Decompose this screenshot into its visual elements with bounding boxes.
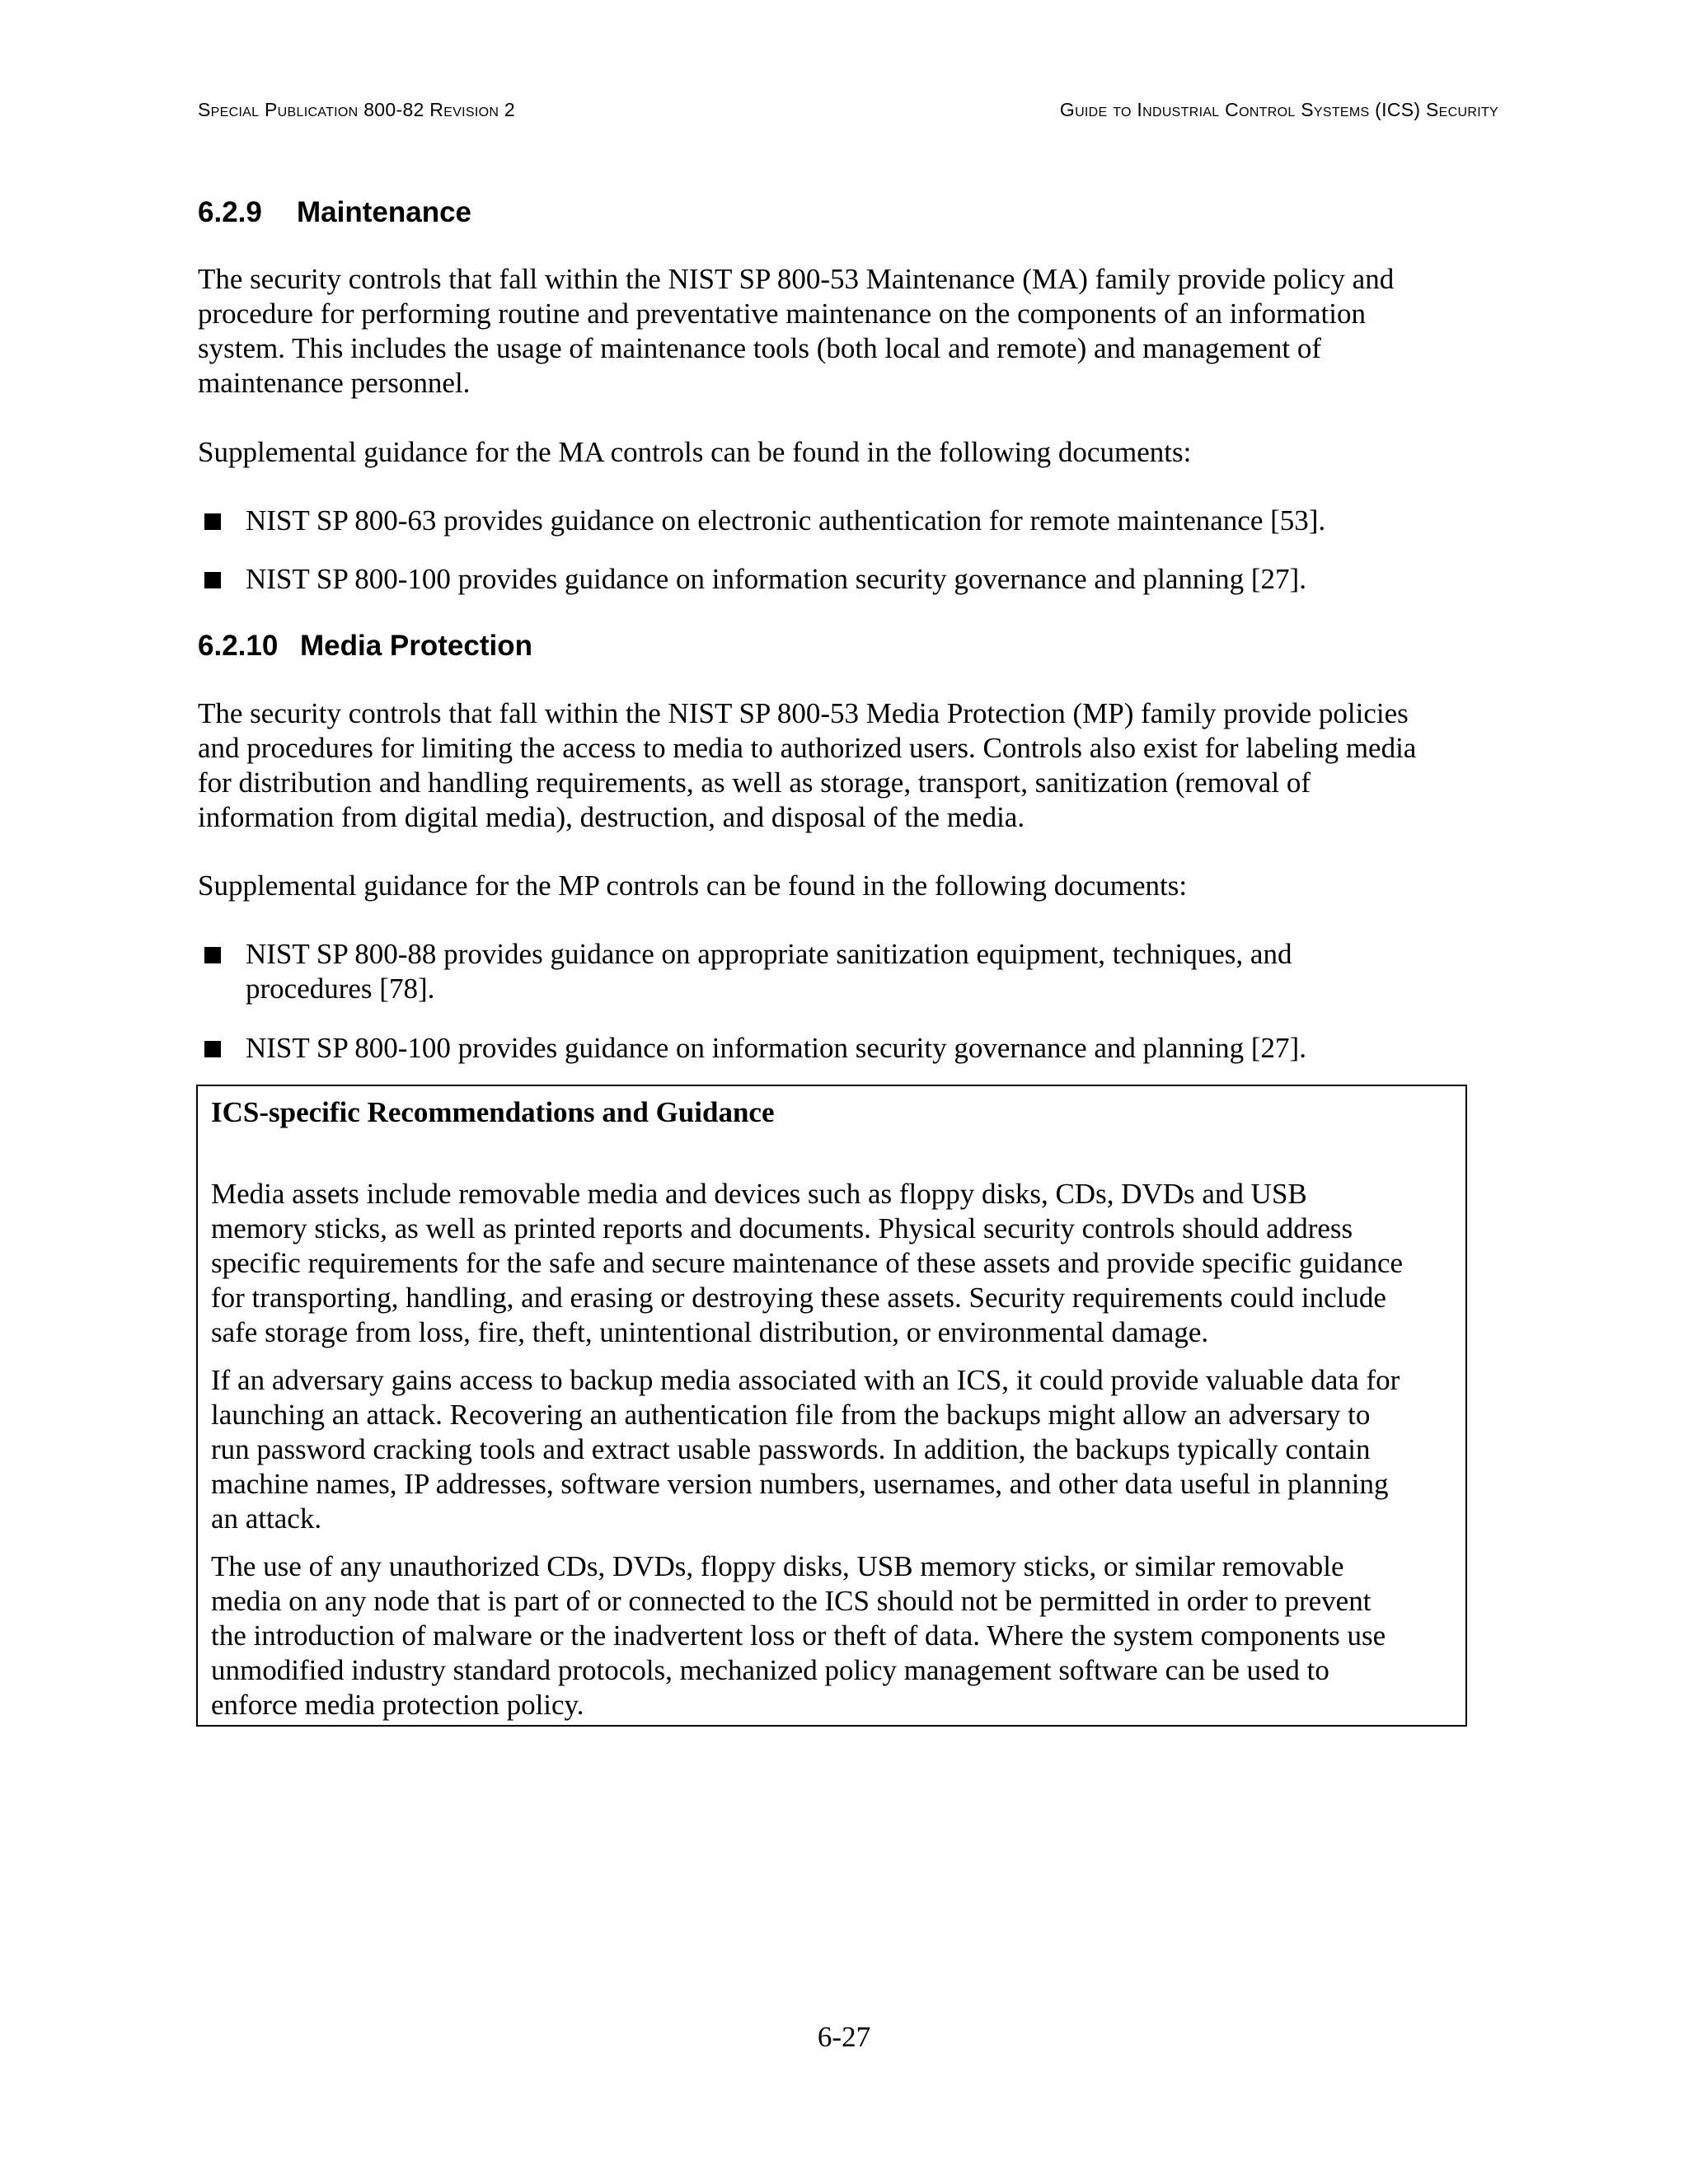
media-protection-paragraph xyxy=(198,696,1498,835)
paragraph-line: for distribution and handling requirements, as well as storage, transport, sanitization (removal of xyxy=(198,766,1311,799)
square-bullet-icon xyxy=(204,572,221,588)
section-title: Maintenance xyxy=(297,196,471,228)
square-bullet-icon xyxy=(204,947,221,963)
section-heading-media-protection xyxy=(198,630,532,663)
section-number: 6.2.9 xyxy=(198,196,262,228)
recommendations-callout-box xyxy=(196,1085,1467,1727)
maintenance-paragraph xyxy=(198,262,1498,401)
list-item: NIST SP 800-100 provides guidance on information security governance and planning [27]. xyxy=(198,562,1498,597)
header-publication-title: Special Publication 800-82 Revision 2 xyxy=(198,99,516,120)
paragraph-line: information from digital media), destruction, and disposal of the media. xyxy=(198,801,1025,833)
callout-paragraph: The use of any unauthorized CDs, DVDs, floppy disks, USB memory sticks, or similar removable media on any node that is part of or connected to the ICS should not be permitted in order to prevent the introduction of malware or the inadvertent loss or theft of data. Where the system components use unmodified industry standard protocols, mechanized policy management software can be used to enforce media protection policy. xyxy=(211,1550,1386,1721)
callout-paragraph: Media assets include removable media and devices such as floppy disks, CDs, DVDs and USB memory sticks, as well as printed reports and documents. Physical security controls should address specific requirements for the safe and secure maintenance of these assets and provide specific guidance for transporting, handling, and erasing or destroying these assets. Security requirements could include safe storage from loss, fire, theft, unintentional distribution, or environmental damage. xyxy=(211,1178,1404,1348)
paragraph-line: The security controls that fall within the NIST SP 800-53 Maintenance (MA) family provide policy and xyxy=(198,263,1395,295)
square-bullet-icon xyxy=(204,1041,221,1057)
running-header xyxy=(198,99,1498,132)
list-item: NIST SP 800-88 provides guidance on appropriate sanitization equipment, techniques, and procedures [78]. xyxy=(198,937,1498,1006)
square-bullet-icon xyxy=(204,513,221,530)
callout-title: ICS-specific Recommendations and Guidance xyxy=(211,1096,775,1128)
list-item: NIST SP 800-63 provides guidance on electronic authentication for remote maintenance [53]. xyxy=(198,504,1498,538)
paragraph-line: The security controls that fall within the NIST SP 800-53 Media Protection (MP) family provide policies xyxy=(198,697,1409,729)
page-number: 6-27 xyxy=(817,2021,871,2053)
section-heading-maintenance xyxy=(198,196,471,229)
paragraph-line: and procedures for limiting the access to media to authorized users. Controls also exist for labeling media xyxy=(198,732,1417,764)
callout-paragraph: If an adversary gains access to backup media associated with an ICS, it could provide valuable data for launching an attack. Recovering an authentication file from the backups might allow an adversary to run password cracking tools and extract usable passwords. In addition, the backups typically contain machine names, IP addresses, software version numbers, usernames, and other data useful in planning an attack. xyxy=(211,1364,1400,1535)
paragraph-line: procedure for performing routine and preventative maintenance on the components of an information xyxy=(198,298,1366,330)
media-protection-supplemental-text: Supplemental guidance for the MP controls can be found in the following documents: xyxy=(198,869,1188,902)
paragraph-line: maintenance personnel. xyxy=(198,367,471,399)
maintenance-supplemental-text: Supplemental guidance for the MA controls can be found in the following documents: xyxy=(198,436,1192,468)
list-item: NIST SP 800-100 provides guidance on information security governance and planning [27]. xyxy=(198,1031,1498,1066)
paragraph-line: system. This includes the usage of maintenance tools (both local and remote) and management of xyxy=(198,332,1321,364)
section-title: Media Protection xyxy=(300,630,532,662)
header-guide-title: Guide to Industrial Control Systems (ICS) Security xyxy=(1059,99,1498,120)
section-number: 6.2.10 xyxy=(198,630,279,662)
